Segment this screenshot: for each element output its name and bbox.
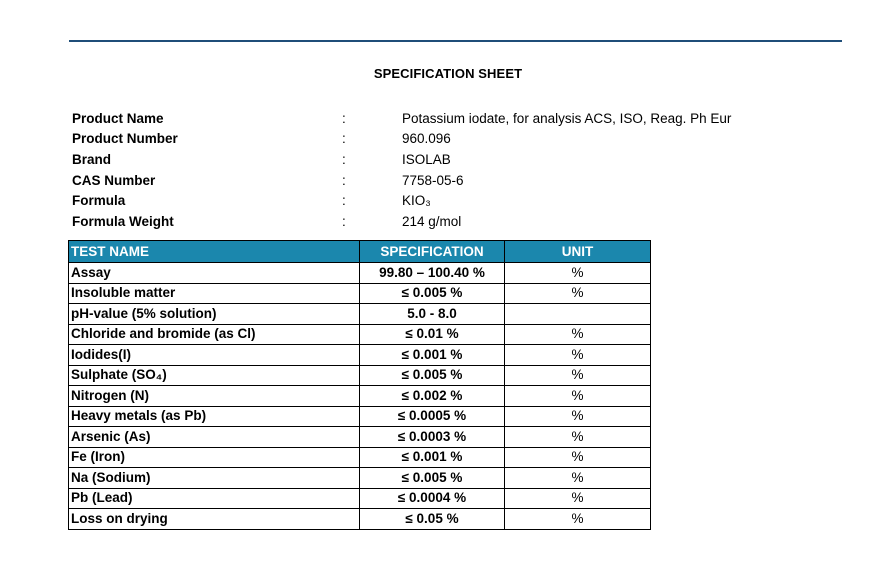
cell-test-name: pH-value (5% solution)	[69, 304, 360, 325]
cell-test-name: Loss on drying	[69, 509, 360, 530]
cell-specification: ≤ 0.05 %	[360, 509, 505, 530]
table-row	[69, 304, 651, 325]
cell-test-name: Sulphate (SO₄)	[69, 365, 360, 386]
column-header-test-name: TEST NAME	[69, 241, 360, 263]
table-row	[69, 345, 651, 366]
info-colon: :	[342, 172, 346, 188]
product-info	[72, 108, 832, 232]
cell-test-name: Na (Sodium)	[69, 468, 360, 489]
cell-test-name: Assay	[69, 263, 360, 284]
table-row	[69, 324, 651, 345]
column-header-specification: SPECIFICATION	[360, 241, 505, 263]
cell-specification: ≤ 0.001 %	[360, 345, 505, 366]
table-row	[69, 427, 651, 448]
table-row	[69, 447, 651, 468]
cell-unit: %	[505, 406, 651, 427]
cell-unit: %	[505, 365, 651, 386]
info-row-cas-number	[72, 170, 832, 191]
cell-unit: %	[505, 386, 651, 407]
cell-specification: ≤ 0.005 %	[360, 365, 505, 386]
info-colon: :	[342, 131, 346, 147]
cell-test-name: Pb (Lead)	[69, 488, 360, 509]
info-colon: :	[342, 213, 346, 229]
table-header-row	[69, 241, 651, 263]
cell-unit: %	[505, 263, 651, 284]
table-row	[69, 468, 651, 489]
info-colon: :	[342, 151, 346, 167]
info-label: Brand	[72, 151, 112, 167]
cell-test-name: Nitrogen (N)	[69, 386, 360, 407]
cell-specification: 99.80 – 100.40 %	[360, 263, 505, 284]
info-row-product-number	[72, 129, 832, 150]
cell-unit: %	[505, 468, 651, 489]
specification-table	[68, 240, 651, 530]
cell-specification: 5.0 - 8.0	[360, 304, 505, 325]
cell-test-name: Fe (Iron)	[69, 447, 360, 468]
table-row	[69, 386, 651, 407]
cell-specification: ≤ 0.01 %	[360, 324, 505, 345]
cell-unit	[505, 304, 651, 325]
info-label: Product Name	[72, 110, 164, 126]
cell-test-name: Iodides(I)	[69, 345, 360, 366]
info-label: Formula Weight	[72, 213, 174, 229]
cell-unit: %	[505, 509, 651, 530]
info-value: KIO₃	[402, 193, 431, 209]
table-row	[69, 406, 651, 427]
cell-specification: ≤ 0.005 %	[360, 283, 505, 304]
page-title: SPECIFICATION SHEET	[373, 66, 523, 81]
column-header-unit: UNIT	[505, 241, 651, 263]
table-row	[69, 488, 651, 509]
info-value: 7758-05-6	[402, 172, 464, 188]
cell-unit: %	[505, 345, 651, 366]
cell-test-name: Heavy metals (as Pb)	[69, 406, 360, 427]
info-row-formula	[72, 190, 832, 211]
info-row-brand	[72, 149, 832, 170]
table-row	[69, 509, 651, 530]
info-label: Product Number	[72, 131, 178, 147]
cell-specification: ≤ 0.002 %	[360, 386, 505, 407]
cell-unit: %	[505, 283, 651, 304]
info-value: 960.096	[402, 131, 451, 147]
table-row	[69, 263, 651, 284]
table-row	[69, 365, 651, 386]
cell-unit: %	[505, 447, 651, 468]
cell-test-name: Arsenic (As)	[69, 427, 360, 448]
cell-unit: %	[505, 324, 651, 345]
cell-specification: ≤ 0.0005 %	[360, 406, 505, 427]
top-divider	[69, 40, 842, 42]
info-value: ISOLAB	[402, 151, 451, 167]
table-row	[69, 283, 651, 304]
info-colon: :	[342, 110, 346, 126]
cell-unit: %	[505, 427, 651, 448]
cell-test-name: Insoluble matter	[69, 283, 360, 304]
info-value: 214 g/mol	[402, 213, 462, 229]
info-label: Formula	[72, 193, 126, 209]
info-colon: :	[342, 193, 346, 209]
cell-specification: ≤ 0.0003 %	[360, 427, 505, 448]
cell-specification: ≤ 0.001 %	[360, 447, 505, 468]
cell-unit: %	[505, 488, 651, 509]
cell-specification: ≤ 0.005 %	[360, 468, 505, 489]
info-label: CAS Number	[72, 172, 156, 188]
info-row-product-name	[72, 108, 832, 129]
info-row-formula-weight	[72, 211, 832, 232]
cell-specification: ≤ 0.0004 %	[360, 488, 505, 509]
cell-test-name: Chloride and bromide (as Cl)	[69, 324, 360, 345]
info-value: Potassium iodate, for analysis ACS, ISO, Reag. Ph Eur	[402, 110, 732, 126]
